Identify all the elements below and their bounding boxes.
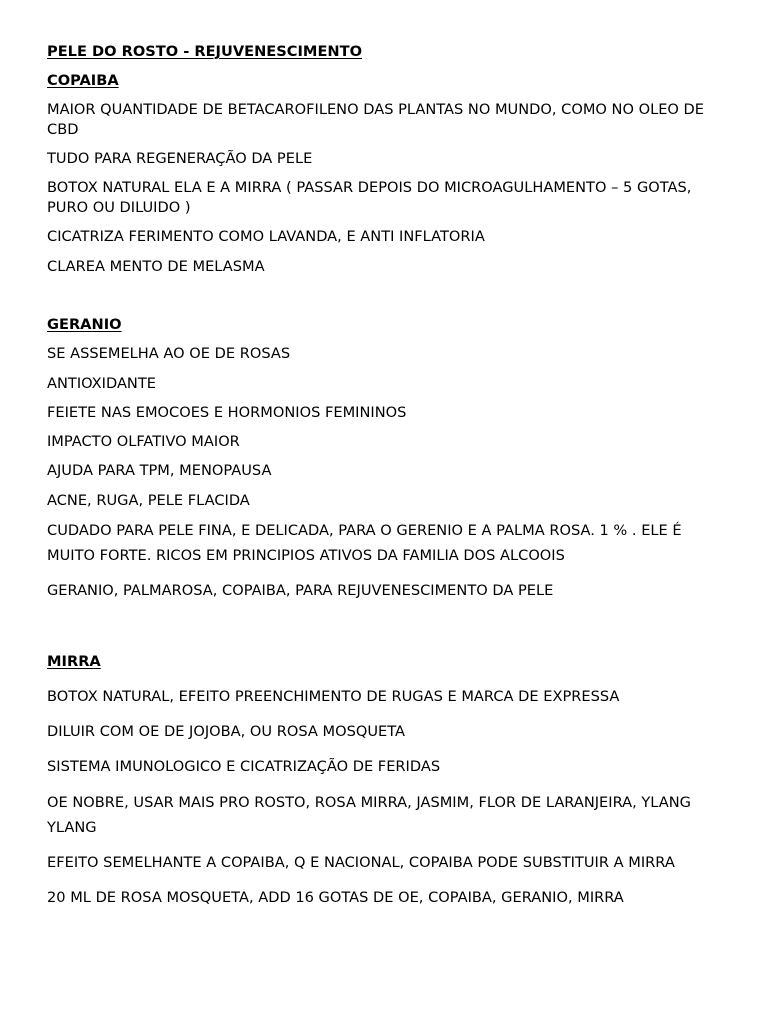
paragraph: GERANIO, PALMAROSA, COPAIBA, PARA REJUVENESCIMENTO DA PELE xyxy=(47,582,554,599)
paragraph: ACNE, RUGA, PELE FLACIDA xyxy=(47,492,250,509)
paragraph: AJUDA PARA TPM, MENOPAUSA xyxy=(47,462,272,479)
paragraph: TUDO PARA REGENERAÇÃO DA PELE xyxy=(47,150,313,167)
page-title: PELE DO ROSTO - REJUVENESCIMENTO xyxy=(47,43,362,60)
paragraph: CICATRIZA FERIMENTO COMO LAVANDA, E ANTI INFLATORIA xyxy=(47,228,485,245)
paragraph: IMPACTO OLFATIVO MAIOR xyxy=(47,433,240,450)
section-heading-copaiba: COPAIBA xyxy=(47,72,119,89)
paragraph: BOTOX NATURAL, EFEITO PREENCHIMENTO DE RUGAS E MARCA DE EXPRESSA xyxy=(47,688,620,705)
paragraph: FEIETE NAS EMOCOES E HORMONIOS FEMININOS xyxy=(47,404,407,421)
paragraph: DILUIR COM OE DE JOJOBA, OU ROSA MOSQUETA xyxy=(47,723,406,740)
section-heading-mirra: MIRRA xyxy=(47,653,101,670)
paragraph: SE ASSEMELHA AO OE DE ROSAS xyxy=(47,345,291,362)
paragraph: MAIOR QUANTIDADE DE BETACAROFILENO DAS PLANTAS NO MUNDO, COMO NO OLEO DE CBD xyxy=(47,101,705,138)
paragraph: SISTEMA IMUNOLOGICO E CICATRIZAÇÃO DE FERIDAS xyxy=(47,758,441,775)
paragraph: CUDADO PARA PELE FINA, E DELICADA, PARA O GERENIO E A PALMA ROSA. 1 % . ELE É MUITO FORTE. RICOS EM PRINCIPIOS ATIVOS DA FAMILIA DOS ALCOOIS xyxy=(47,522,682,564)
paragraph: BOTOX NATURAL ELA E A MIRRA ( PASSAR DEPOIS DO MICROAGULHAMENTO – 5 GOTAS, PURO OU DILUIDO ) xyxy=(47,179,692,216)
paragraph: EFEITO SEMELHANTE A COPAIBA, Q E NACIONAL, COPAIBA PODE SUBSTITUIR A MIRRA xyxy=(47,854,675,871)
paragraph: 20 ML DE ROSA MOSQUETA, ADD 16 GOTAS DE OE, COPAIBA, GERANIO, MIRRA xyxy=(47,889,624,906)
section-heading-geranio: GERANIO xyxy=(47,316,122,333)
paragraph: OE NOBRE, USAR MAIS PRO ROSTO, ROSA MIRRA, JASMIM, FLOR DE LARANJEIRA, YLANG YLANG xyxy=(47,794,691,836)
paragraph: CLAREA MENTO DE MELASMA xyxy=(47,258,265,275)
paragraph: ANTIOXIDANTE xyxy=(47,375,156,392)
